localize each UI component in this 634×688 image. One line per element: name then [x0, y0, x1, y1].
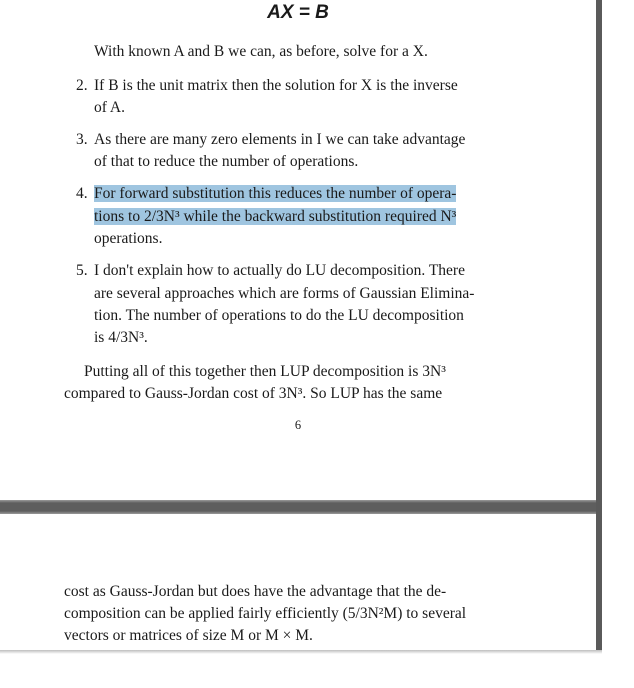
page-shadow-right	[596, 0, 602, 652]
list-line: As there are many zero elements in I we can take advantage	[94, 131, 466, 148]
list-number: 5.	[76, 262, 88, 279]
list-line: are several approaches which are forms of Gaussian Elimina-	[94, 285, 475, 302]
page-separator	[0, 500, 602, 514]
list-line: of that to reduce the number of operations.	[94, 153, 359, 170]
list-line: of A.	[94, 99, 125, 116]
list-line-highlighted	[94, 183, 456, 206]
list-line: If B is the unit matrix then the solution for X is the inverse	[94, 77, 458, 94]
paragraph-line: vectors or matrices of size M or M × M.	[64, 627, 313, 644]
list-line: is 4/3N³.	[94, 329, 148, 346]
list-number: 4.	[76, 185, 88, 202]
list-number: 2.	[76, 77, 88, 94]
list-number: 3.	[76, 131, 88, 148]
paragraph-line: Putting all of this together then LUP decomposition is 3N³	[84, 363, 446, 380]
list-line: operations.	[94, 230, 163, 247]
paragraph-line: cost as Gauss-Jordan but does have the advantage that the de-	[64, 583, 447, 600]
list-line: I don't explain how to actually do LU decomposition. There	[94, 262, 465, 279]
list-line-highlighted	[94, 206, 456, 229]
equation-heading: AX = B	[267, 2, 329, 23]
paragraph-line: compared to Gauss-Jordan cost of 3N³. So LUP has the same	[64, 385, 443, 402]
text-selection-highlight[interactable]: tions to 2/3N³ while the backward substitution required N³	[94, 208, 457, 225]
paragraph-line: composition can be applied fairly efficiently (5/3N²M) to several	[64, 605, 467, 622]
text-selection-highlight[interactable]: For forward substitution this reduces the number of opera-	[94, 185, 457, 202]
page-shadow-bottom	[0, 650, 602, 654]
page-7	[0, 514, 596, 650]
list-line: tion. The number of operations to do the LU decomposition	[94, 307, 464, 324]
intro-line: With known A and B we can, as before, solve for a X.	[94, 43, 428, 60]
page-number: 6	[294, 418, 302, 432]
